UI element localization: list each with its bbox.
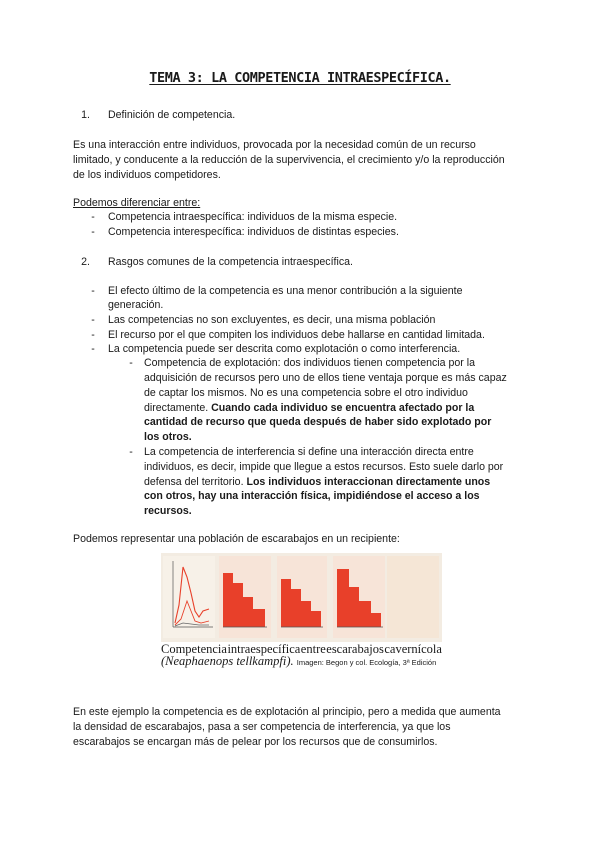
dash-bullet: - [91,211,95,223]
sublist-line: de captar los mismos. No es una competencia sobre el otro individuo [144,387,468,399]
figure-graphic [161,553,442,642]
sublist-line: adquisición de recursos pero uno de ellos tiene ventaja porque es más capaz [144,372,507,384]
step-chart-2 [277,556,327,638]
paragraph-line: limitado, y conducente a la reducción de la supervivencia, el crecimiento y/o la reproducción [73,154,505,166]
dash-bullet: - [129,446,133,458]
beetle-figure [161,553,442,642]
paragraph-line: de los individuos competidores. [73,169,221,181]
paragraph-line: Es una interacción entre individuos, provocada por la necesidad común de un recurso [73,139,476,151]
list-item: El efecto último de la competencia es una menor contribución a la siguiente [108,285,463,297]
dash-bullet: - [91,343,95,355]
list-item: Competencia interespecífica: individuos de distintas especies. [108,226,399,238]
sublist-line [144,489,480,504]
section-heading: Definición de competencia. [108,109,236,121]
figure-caption-line2 [161,655,461,669]
step-chart-3 [333,556,385,638]
sublist-line: Competencia de explotación: dos individuos tienen competencia por la [144,357,475,369]
subheading: Podemos diferenciar entre: [73,197,201,209]
sublist-line [144,475,490,490]
sublist-line [144,415,491,430]
sublist-line [144,401,474,416]
bold-text: Cuando cada individuo se encuentra afectado por la [211,402,475,414]
bold-text: los otros. [144,431,192,443]
plain-text: defensa del territorio. [144,476,247,488]
sublist-line [144,430,192,445]
caption-word: cavernícola [384,642,442,656]
figure-margin [387,556,439,638]
dash-bullet: - [91,226,95,238]
dash-bullet: - [91,314,95,326]
line-graph-area [163,556,215,638]
list-item: El recurso por el que compiten los individuos debe hallarse en cantidad limitada. [108,329,485,341]
list-item: Competencia intraespecífica: individuos de la misma especie. [108,211,398,223]
paragraph-line: escarabajos se encargan más de pelear por los recursos que de consumirlos. [73,736,438,748]
page-title: TEMA 3: LA COMPETENCIA INTRAESPECÍFICA. [149,70,451,86]
figure-intro: Podemos representar una población de escarabajos en un recipiente: [73,533,400,545]
sublist-line [144,504,192,519]
bold-text: Los individuos interaccionan directamente unos [246,476,491,488]
caption-word: Competencia [161,642,227,656]
bold-text: con otros, hay una interacción física, impidiéndose el acceso a los [144,490,480,502]
list-item: La competencia puede ser descrita como explotación o como interferencia. [108,343,461,355]
section-heading: Rasgos comunes de la competencia intraespecífica. [108,256,353,268]
caption-source: Imagen: Begon y col. Ecología, 3ª Edición [296,658,437,667]
plain-text: directamente. [144,402,212,414]
paragraph-line: En este ejemplo la competencia es de explotación al principio, pero a medida que aumenta [73,706,501,718]
list-item: Las competencias no son excluyentes, es decir, una misma población [108,314,436,326]
dash-bullet: - [91,329,95,341]
sublist-line: La competencia de interferencia si define una interacción directa entre [144,446,474,458]
dash-bullet: - [129,357,133,369]
dash-bullet: - [91,285,95,297]
caption-species: (Neaphaenops tellkampfi). [161,654,294,668]
caption-word: intraespecífica [227,642,301,656]
caption-word: escarabajos [326,642,384,656]
caption-word: entre [300,642,326,656]
sublist-line: individuos, es decir, impide que llegue a estos recursos. Esto suele darlo por [144,461,504,473]
step-chart-1 [219,556,271,638]
bold-text: recursos. [144,505,192,517]
list-item-continuation: generación. [108,299,164,311]
section-number: 2. [81,256,90,268]
section-number: 1. [81,109,90,121]
paragraph-line: la densidad de escarabajos, pasa a ser competencia de interferencia, ya que los [73,721,451,733]
bold-text: cantidad de recurso que queda después de haber sido explotado por [144,416,492,428]
